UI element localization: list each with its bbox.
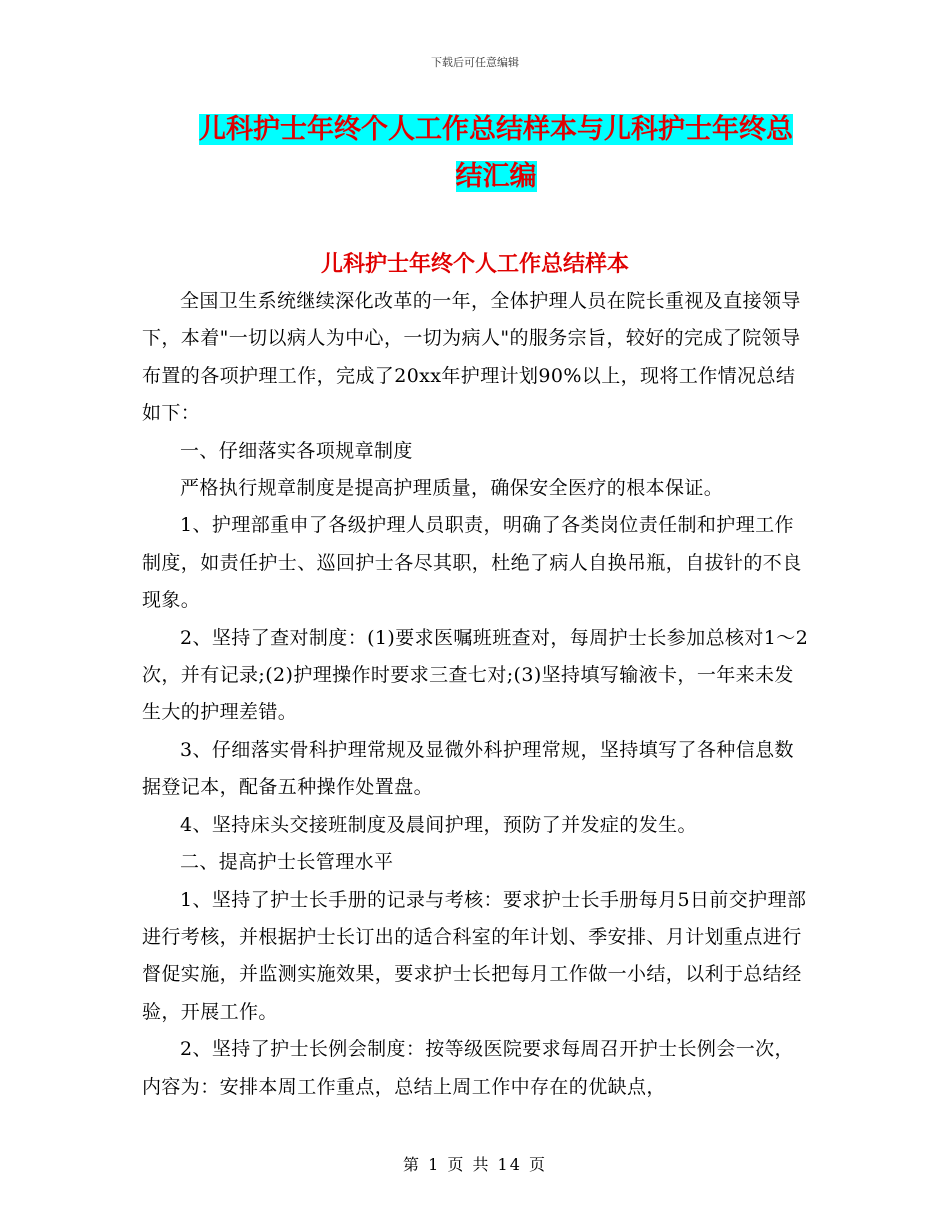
header-note: 下载后可任意编辑 (431, 56, 519, 69)
paragraph: 一、仔细落实各项规章制度 (180, 439, 413, 462)
page-footer: 第 1 页 共 14 页 (403, 1155, 547, 1174)
paragraph: 3、仔细落实骨科护理常规及显微外科护理常规，坚持填写了各种信息数据登记本，配备五种操作处置盘。 (142, 738, 794, 799)
paragraph: 全国卫生系统继续深化改革的一年，全体护理人员在院长重视及直接领导下，本着"一切以病人为中心，一切为病人"的服务宗旨，较好的完成了院领导布置的各项护理工作，完成了20xx年护理计划90%以上，现将工作情况总结如下： (142, 290, 801, 425)
paragraph: 二、提高护士长管理水平 (180, 851, 394, 874)
document-body (142, 283, 812, 1106)
section-title: 儿科护士年终个人工作总结样本 (320, 252, 629, 277)
document-title-text: 儿科护士年终个人工作总结样本与儿科护士年终总结汇编 (199, 114, 793, 192)
paragraph: 1、护理部重申了各级护理人员职责，明确了各类岗位责任制和护理工作制度，如责任护士、巡回护士各尽其职，杜绝了病人自换吊瓶，自拔针的不良现象。 (142, 514, 802, 612)
paragraph: 2、坚持了护士长例会制度：按等级医院要求每周召开护士长例会一次，内容为：安排本周工作重点，总结上周工作中存在的优缺点， (142, 1038, 794, 1098)
paragraph: 1、坚持了护士长手册的记录与考核：要求护士长手册每月5日前交护理部进行考核，并根据护士长订出的适合科室的年计划、季安排、月计划重点进行督促实施，并监测实施效果，要求护士长把每月工作做一小结，以利于总结经验，开展工作。 (142, 888, 807, 1023)
paragraph: 严格执行规章制度是提高护理质量，确保安全医疗的根本保证。 (180, 477, 724, 500)
paragraph: 4、坚持床头交接班制度及晨间护理，预防了并发症的发生。 (180, 813, 697, 836)
paragraph: 2、坚持了查对制度：(1)要求医嘱班班查对，每周护士长参加总核对1～2次，并有记录;(2)护理操作时要求三查七对;(3)坚持填写输液卡，一年来未发生大的护理差错。 (142, 626, 809, 724)
document-title (190, 106, 802, 200)
